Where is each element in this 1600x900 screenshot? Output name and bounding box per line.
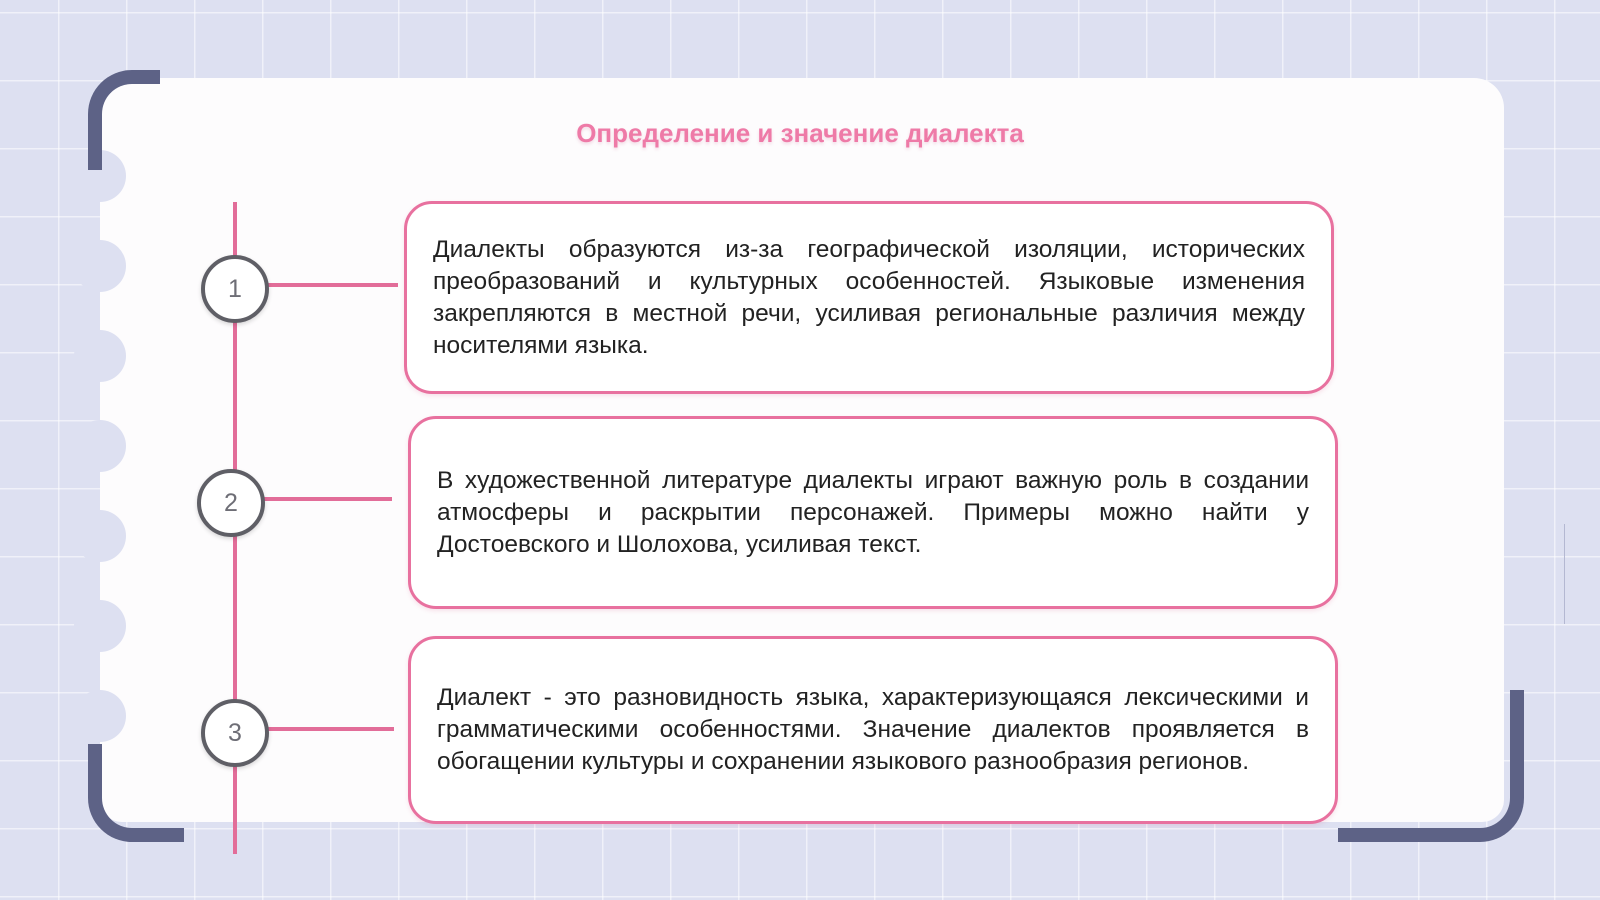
decorative-line: [1564, 524, 1565, 624]
step-number: 2: [224, 488, 238, 517]
notebook-notch: [74, 420, 126, 472]
notebook-notch: [74, 330, 126, 382]
notebook-notch: [74, 690, 126, 742]
timeline-connector-1: [262, 283, 398, 287]
step-card-2: [408, 416, 1338, 609]
step-card-1: [404, 201, 1334, 394]
step-number-circle-1: [201, 255, 269, 323]
slide-title: Определение и значение диалекта: [576, 118, 1024, 148]
frame-corner-bottom-left: [88, 744, 184, 842]
notebook-notch: [74, 510, 126, 562]
timeline-connector-3: [262, 727, 394, 731]
step-number: 3: [228, 718, 242, 747]
step-number: 1: [228, 274, 242, 303]
frame-corner-bottom-right: [1338, 690, 1524, 842]
step-number-circle-3: [201, 699, 269, 767]
notebook-notch: [74, 600, 126, 652]
timeline-connector-2: [258, 497, 392, 501]
step-number-circle-2: [197, 469, 265, 537]
step-text: В художественной литературе диалекты играют важную роль в создании атмосферы и раскрытии персонажей. Примеры можно найти у Достоевского и Шолохова, усиливая текст.: [437, 466, 1309, 558]
frame-corner-top-left: [88, 70, 160, 170]
step-card-3: [408, 636, 1338, 824]
step-text: Диалекты образуются из-за географической изоляции, исторических преобразований и культурных особенностей. Языковые изменения закрепляются в местной речи, усиливая региональные различия между носителями языка.: [433, 235, 1305, 359]
step-text: Диалект - это разновидность языка, характеризующаяся лексическими и грамматическими особенностями. Значение диалектов проявляется в обогащении культуры и сохранении языкового разнообразия регионов.: [437, 684, 1309, 775]
notebook-notch: [74, 240, 126, 292]
